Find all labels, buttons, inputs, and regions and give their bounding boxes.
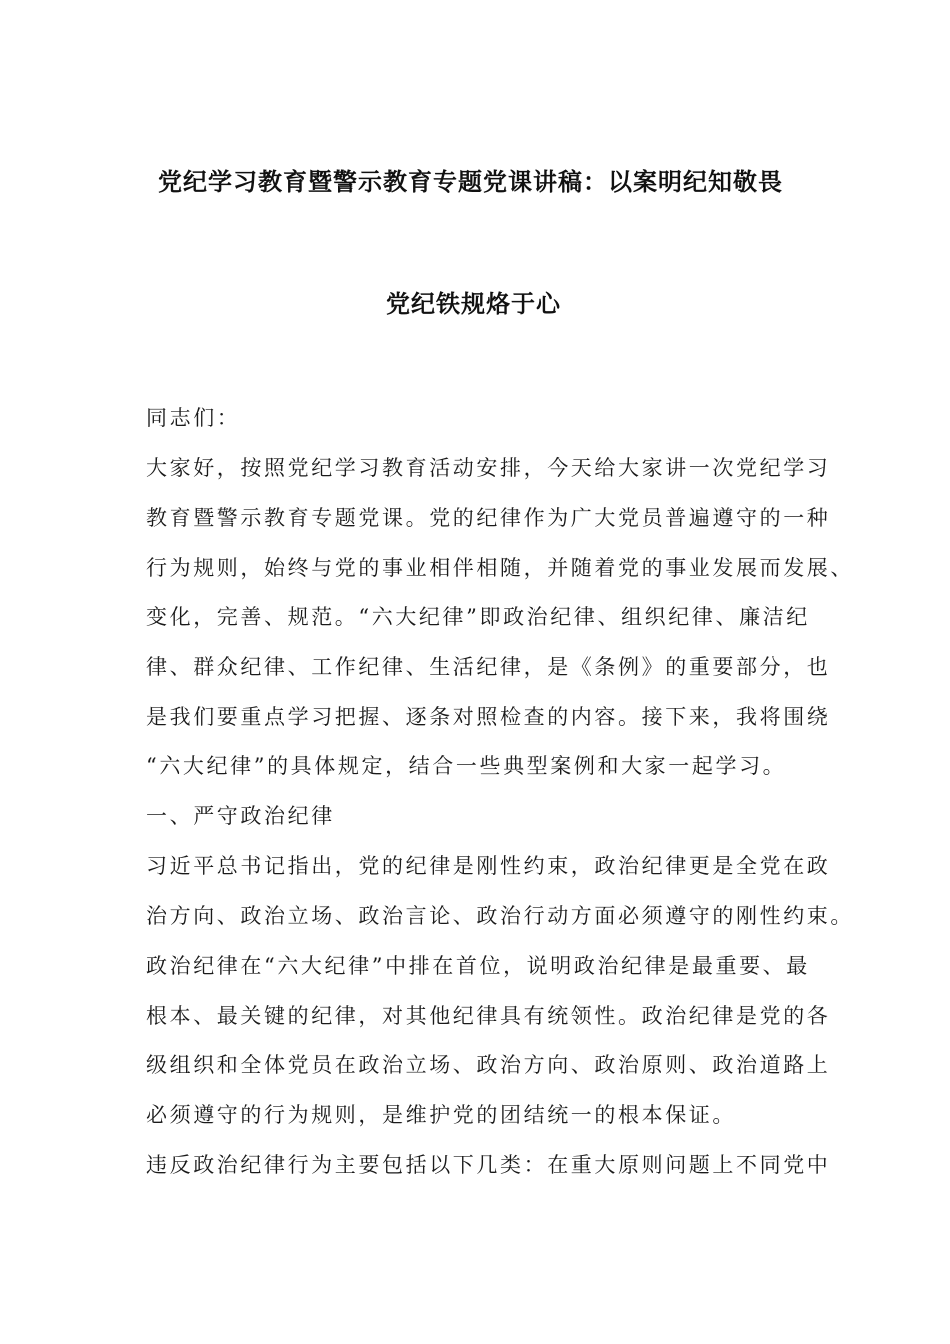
body-line: 大家好，按照党纪学习教育活动安排，今天给大家讲一次党纪学习 xyxy=(146,456,831,480)
body-line: “六大纪律”的具体规定，结合一些典型案例和大家一起学习。 xyxy=(146,754,787,778)
body-line: 教育暨警示教育专题党课。党的纪律作为广大党员普遍遵守的一种 xyxy=(146,506,831,530)
body-line: 行为规则，始终与党的事业相伴相随，并随着党的事业发展而发展、 xyxy=(146,556,854,580)
body-line: 治方向、政治立场、政治言论、政治行动方面必须遵守的刚性约束。 xyxy=(146,904,854,928)
document-title-line-1: 党纪学习教育暨警示教育专题党课讲稿：以案明纪知敬畏 xyxy=(158,167,783,196)
body-line: 根本、最关键的纪律，对其他纪律具有统领性。政治纪律是党的各 xyxy=(146,1004,831,1028)
section-heading: 一、严守政治纪律 xyxy=(146,804,335,828)
body-line: 变化，完善、规范。“六大纪律”即政治纪律、组织纪律、廉洁纪 xyxy=(146,605,810,629)
body-line: 必须遵守的行为规则，是维护党的团结统一的根本保证。 xyxy=(146,1103,736,1127)
body-line: 是我们要重点学习把握、逐条对照检查的内容。接下来，我将围绕 xyxy=(146,705,831,729)
salutation: 同志们： xyxy=(146,406,241,430)
body-line: 习近平总书记指出，党的纪律是刚性约束，政治纪律更是全党在政 xyxy=(146,854,831,878)
body-line: 律、群众纪律、工作纪律、生活纪律，是《条例》的重要部分，也 xyxy=(146,655,831,679)
body-line: 政治纪律在“六大纪律”中排在首位，说明政治纪律是最重要、最 xyxy=(146,954,810,978)
body-line: 级组织和全体党员在政治立场、政治方向、政治原则、政治道路上 xyxy=(146,1053,831,1077)
document-title-line-2: 党纪铁规烙于心 xyxy=(386,289,561,318)
body-line: 违反政治纪律行为主要包括以下几类：在重大原则问题上不同党中 xyxy=(146,1153,831,1177)
